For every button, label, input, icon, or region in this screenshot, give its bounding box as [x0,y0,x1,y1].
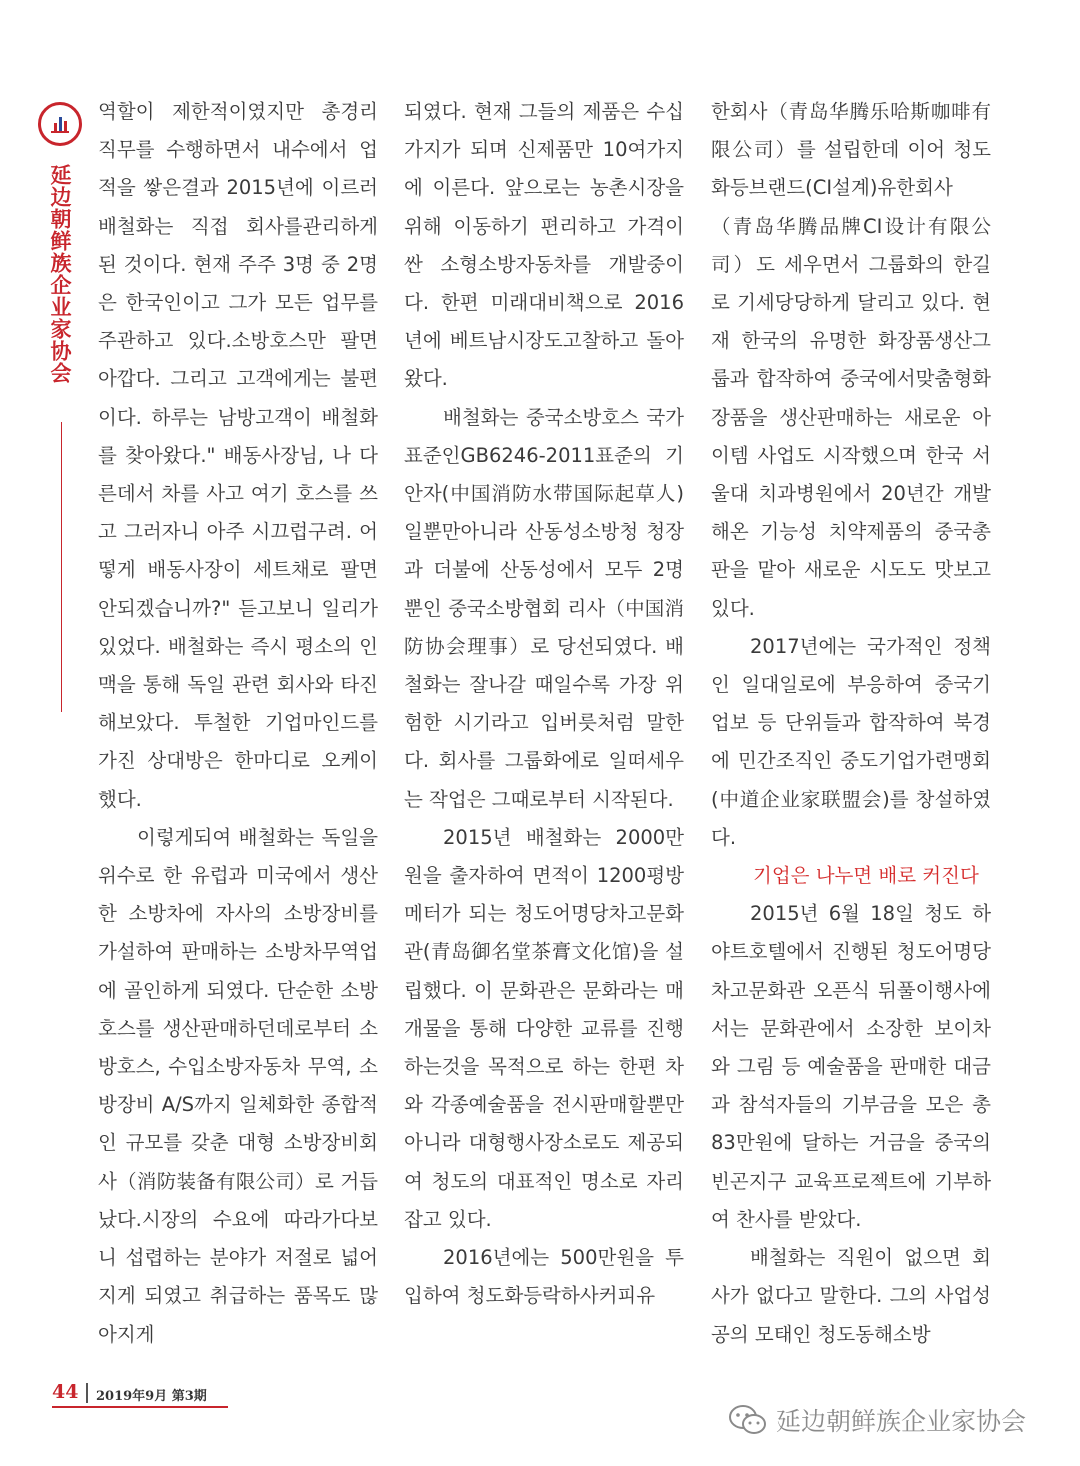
paragraph: 한회사（青岛华腾乐哈斯咖啡有限公司）를 설립한데 이어 청도화등브랜드(CI설계)유한회사（青岛华腾品牌CI设计有限公司）도 세우면서 그룹화의 한길로 기세당당하게 달리고 있다. 현재 한국의 유명한 화장품생산그룹과 합작하여 중국에서맞춤형화장품을 생산판매하는 새로운 아이템 사업도 시작했으며 한국 서울대 치과병원에서 20년간 개발해온 기능성 치약제품의 중국총판을 맡아 새로운 시도도 맛보고 있다. [711,100,991,620]
section-subheading: 기업은 나누면 배로 커진다 [753,864,979,888]
watermark-text: 延边朝鲜族企业家协会 [776,1407,1027,1436]
paragraph: 되였다. 현재 그들의 제품은 수십가지가 되며 신제품만 10여가지에 이른다. 앞으로는 농촌시장을 위해 이동하기 편리하고 가격이 싼 소형소방자동차를 개발중이다. 한편 미래대비책으로 2016년에 베트남시장도고찰하고 돌아왔다. [404,100,684,391]
paragraph: 배철화는 직원이 없으면 회사가 없다고 말한다. 그의 사업성공의 모태인 청도동해소방 [711,1246,991,1346]
sidebar [38,102,90,714]
wechat-icon [728,1403,768,1437]
issue-label: 2019年9月 第3期 [96,1389,207,1404]
paragraph: 2015년 배철화는 2000만원을 출자하여 면적이 1200평방메터가 되는 청도어명당차고문화관(青岛御名堂茶膏文化馆)을 설립했다. 이 문화관은 문화라는 매개물을 통해 다양한 교류를 진행하는것을 목적으로 하는 한편 차와 각종예술품을 전시판매할뿐만아니라 대형행사장소로도 제공되여 청도의 대표적인 명소로 자리잡고 있다. [404,825,684,1231]
article-column-1 [98,93,378,1354]
footer-rule [52,1406,228,1408]
paragraph: 역할이 제한적이였지만 총경리 직무를 수행하면서 내수에서 업적을 쌓은결과 2015년에 이르러 배철화는 직접 회사를관리하게 된 것이다. 현재 주주 3명 중 2명은 한국인이고 그가 모든 업무를 주관하고 있다.소방호스만 팔면 아깝다. 그리고 고객에게는 불편이다. 하루는 남방고객이 배철화를 찾아왔다." 배동사장님, 나 다른데서 차를 사고 여기 호스를 쓰고 그러자니 아주 시끄럽구려. 어떻게 배동사장이 세트채로 팔면 안되겠습니까?" 듣고보니 일리가 있었다. 배철화는 즉시 평소의 인맥을 통해 독일 관련 회사와 타진해보았다. 투철한 기업마인드를 가진 상대방은 한마디로 오케이했다. [98,100,378,811]
paragraph: 2015년 6월 18일 청도 하야트호텔에서 진행된 청도어명당차고문화관 오픈식 뒤풀이행사에서는 문화관에서 소장한 보이차와 그림 등 예술품을 판매한 대금과 참석자들의 기부금을 모은 총 83만원에 달하는 거금을 중국의 빈곤지구 교육프로젝트에 기부하여 찬사를 받았다. [711,902,991,1231]
footer-separator [86,1383,88,1403]
side-divider [61,422,62,712]
paragraph: 2017년에는 국가적인 정책인 일대일로에 부응하여 중국기업보 등 단위들과 합작하여 북경에 민간조직인 중도기업가련맹회(中道企业家联盟会)를 창설하였다. [711,634,991,849]
paragraph: 이렇게되여 배철화는 독일을 위수로 한 유럽과 미국에서 생산한 소방차에 자사의 소방장비를 가설하여 판매하는 소방차무역업에 골인하게 되였다. 단순한 소방호스를 생산판매하던데로부터 소방호스, 수입소방자동차 무역, 소방장비 A/S까지 일체화한 종합적인 규모를 갖춘 대형 소방장비회사（消防装备有限公司）로 거듭났다.시장의 수요에 따라가다보니 섭렵하는 분야가 저절로 넓어지게 되였고 취급하는 품목도 많아지게 [98,825,378,1346]
association-logo-icon [38,102,82,146]
org-name-vertical: 延边朝鲜族企业家协会 [48,164,72,384]
watermark [728,1402,1026,1438]
article-column-2 [404,93,684,1316]
paragraph: 배철화는 중국소방호스 국가표준인GB6246-2011표준의 기안자(中国消防水带国际起草人)일뿐만아니라 산동성소방청 청장과 더불에 산동성에서 모두 2명뿐인 중국소방협회 리사（中国消防协会理事）로 당선되였다. 배철화는 잘나갈 때일수록 가장 위험한 시기라고 입버릇처럼 말한다. 회사를 그룹화에로 일떠세우는 작업은 그때로부터 시작된다. [404,405,684,811]
paragraph: 2016년에는 500만원을 투입하여 청도화등락하사커피유 [404,1246,684,1308]
page-number: 44 [52,1381,79,1403]
article-column-3 [711,93,991,1354]
